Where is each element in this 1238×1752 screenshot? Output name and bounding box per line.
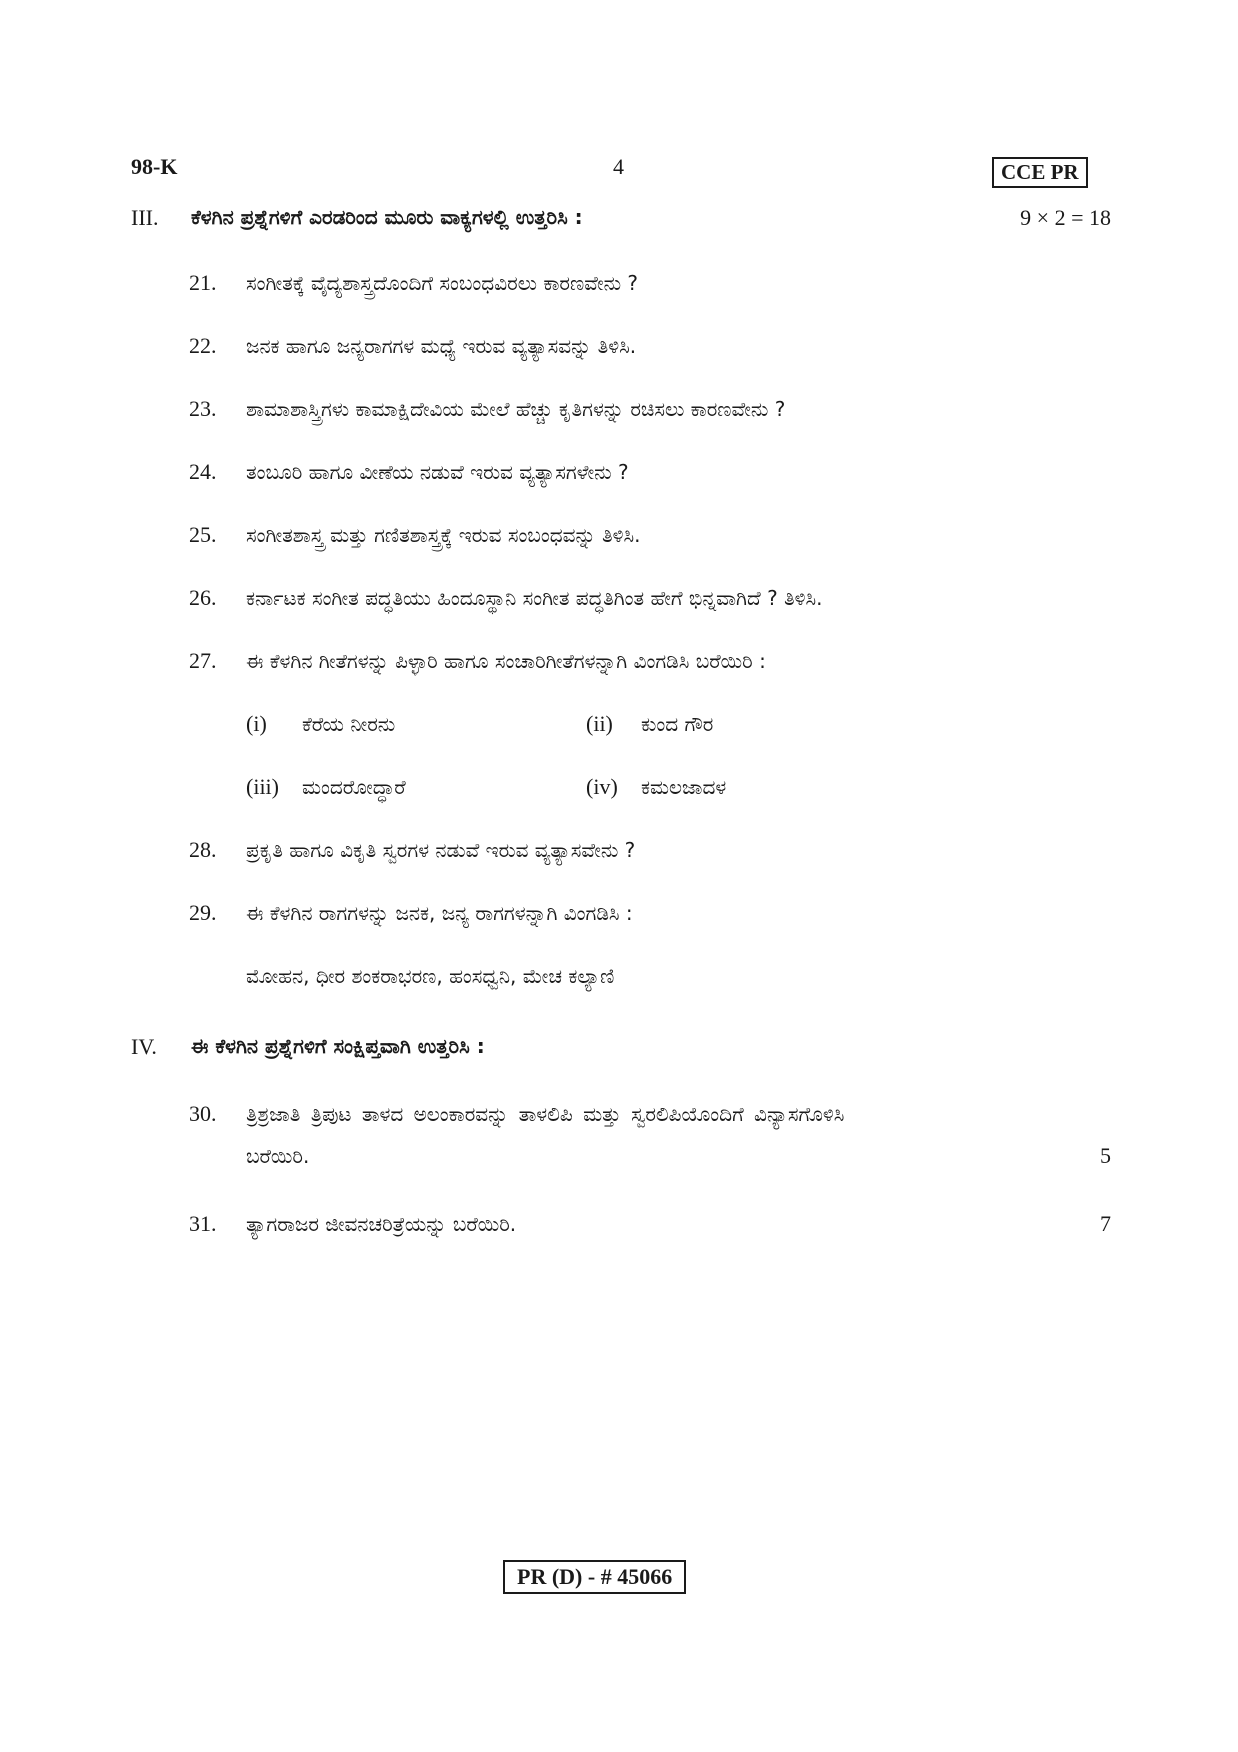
question-text: ತಂಬೂರಿ ಹಾಗೂ ವೀಣೆಯ ನಡುವೆ ಇರುವ ವ್ಯತ್ಯಾಸಗಳೇನು ? <box>246 460 629 484</box>
question-number: 26. <box>189 585 217 610</box>
question-number: 25. <box>189 522 217 547</box>
question-number: 24. <box>189 459 217 484</box>
page-number: 4 <box>613 154 624 179</box>
raga-list: ಮೋಹನ, ಧೀರ ಶಂಕರಾಭರಣ, ಹಂಸಧ್ವನಿ, ಮೇಚ ಕಲ್ಯಾಣಿ <box>246 964 615 988</box>
question-text-continued: ಬರೆಯಿರಿ. <box>246 1144 310 1168</box>
option-label: (i) <box>246 711 267 736</box>
question-text: ಜನಕ ಹಾಗೂ ಜನ್ಯರಾಗಗಳ ಮಧ್ಯೆ ಇರುವ ವ್ಯತ್ಯಾಸವನ್ನು ತಿಳಿಸಿ. <box>246 334 637 358</box>
question-number: 27. <box>189 648 217 673</box>
option-label: (iv) <box>586 774 618 799</box>
question-text: ಕರ್ನಾಟಕ ಸಂಗೀತ ಪದ್ಧತಿಯು ಹಿಂದೂಸ್ಥಾನಿ ಸಂಗೀತ ಪದ್ಧತಿಗಿಂತ ಹೇಗೆ ಭಿನ್ನವಾಗಿದೆ ? ತಿಳಿಸಿ. <box>246 586 823 610</box>
question-number: 21. <box>189 270 217 295</box>
section-3-numeral: III. <box>131 205 159 230</box>
option-text: ಕೆರೆಯ ನೀರನು <box>302 712 396 736</box>
question-text: ಪ್ರಕೃತಿ ಹಾಗೂ ವಿಕೃತಿ ಸ್ವರಗಳ ನಡುವೆ ಇರುವ ವ್ಯತ್ಯಾಸವೇನು ? <box>246 838 636 862</box>
series-badge: CCE PR <box>992 157 1088 188</box>
option-label: (iii) <box>246 774 279 799</box>
section-3-marks: 9 × 2 = 18 <box>1020 205 1111 230</box>
option-text: ಮಂದರೋದ್ಧಾರೆ <box>302 775 406 799</box>
question-marks: 5 <box>1100 1143 1111 1168</box>
question-number: 31. <box>189 1211 217 1236</box>
question-number: 22. <box>189 333 217 358</box>
question-number: 30. <box>189 1101 217 1126</box>
question-text: ತ್ರಿಶ್ರಜಾತಿ ತ್ರಿಪುಟ ತಾಳದ ಅಲಂಕಾರವನ್ನು ತಾಳಲಿಪಿ ಮತ್ತು ಸ್ವರಲಿಪಿಯೊಂದಿಗೆ ವಿನ್ಯಾಸಗೊಳಿಸಿ <box>246 1102 845 1126</box>
question-text: ಸಂಗೀತಶಾಸ್ತ್ರ ಮತ್ತು ಗಣಿತಶಾಸ್ತ್ರಕ್ಕೆ ಇರುವ ಸಂಬಂಧವನ್ನು ತಿಳಿಸಿ. <box>246 523 641 547</box>
footer-code-badge: PR (D) - # 45066 <box>503 1560 686 1594</box>
section-3-instruction: ಕೆಳಗಿನ ಪ್ರಶ್ನೆಗಳಿಗೆ ಎರಡರಿಂದ ಮೂರು ವಾಕ್ಯಗಳಲ್ಲಿ ಉತ್ತರಿಸಿ : <box>191 205 583 229</box>
question-text: ಸಂಗೀತಕ್ಕೆ ವೈದ್ಯಶಾಸ್ತ್ರದೊಂದಿಗೆ ಸಂಬಂಧವಿರಲು ಕಾರಣವೇನು ? <box>246 271 639 295</box>
option-text: ಕಮಲಜಾದಳ <box>641 775 727 799</box>
option-text: ಕುಂದ ಗೌರ <box>641 712 714 736</box>
section-4-numeral: IV. <box>131 1034 157 1059</box>
question-number: 28. <box>189 837 217 862</box>
question-text: ತ್ಯಾಗರಾಜರ ಜೀವನಚರಿತ್ರೆಯನ್ನು ಬರೆಯಿರಿ. <box>246 1212 517 1236</box>
paper-code: 98-K <box>131 154 178 179</box>
option-label: (ii) <box>586 711 613 736</box>
question-marks: 7 <box>1100 1211 1111 1236</box>
section-4-instruction: ಈ ಕೆಳಗಿನ ಪ್ರಶ್ನೆಗಳಿಗೆ ಸಂಕ್ಷಿಪ್ತವಾಗಿ ಉತ್ತರಿಸಿ : <box>191 1034 485 1058</box>
question-text: ಶಾಮಾಶಾಸ್ತ್ರಿಗಳು ಕಾಮಾಕ್ಷಿದೇವಿಯ ಮೇಲೆ ಹೆಚ್ಚು ಕೃತಿಗಳನ್ನು ರಚಿಸಲು ಕಾರಣವೇನು ? <box>246 397 786 421</box>
question-number: 29. <box>189 900 217 925</box>
question-number: 23. <box>189 396 217 421</box>
question-text: ಈ ಕೆಳಗಿನ ಗೀತೆಗಳನ್ನು ಪಿಳ್ಳಾರಿ ಹಾಗೂ ಸಂಚಾರಿಗೀತೆಗಳನ್ನಾಗಿ ವಿಂಗಡಿಸಿ ಬರೆಯಿರಿ : <box>246 649 766 673</box>
question-text: ಈ ಕೆಳಗಿನ ರಾಗಗಳನ್ನು ಜನಕ, ಜನ್ಯ ರಾಗಗಳನ್ನಾಗಿ ವಿಂಗಡಿಸಿ : <box>246 901 633 925</box>
